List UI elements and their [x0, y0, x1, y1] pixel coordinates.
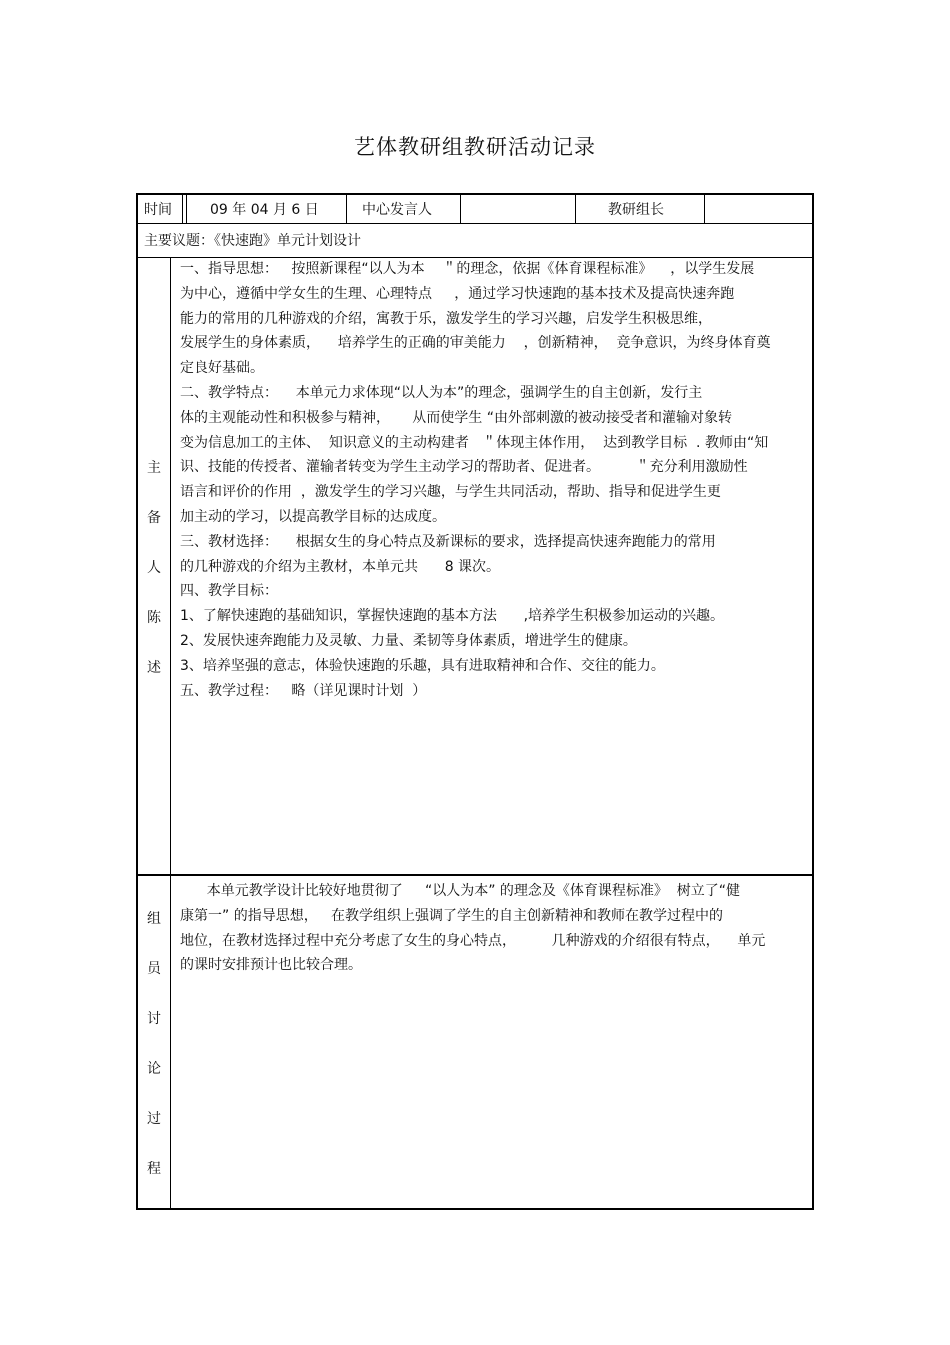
- main-label-char: 陈: [147, 610, 161, 626]
- text-line: 变为信息加工的主体、 知识意义的主动构建者 ＂体现主体作用， 达到教学目标 . 教师由“知: [180, 434, 769, 451]
- date-value: 09 年 04 月 6 日: [210, 202, 319, 218]
- text-line: 一、指导思想： 按照新课程“以人为本 ＂的理念，依据《体育课程标准》 ，以学生发展: [180, 261, 755, 277]
- text-line: 的几种游戏的介绍为主教材，本单元共 8 课次。: [180, 558, 501, 575]
- text-line: 语言和评价的作用 ，激发学生的学习兴趣，与学生共同活动，帮助、指导和促进学生更: [180, 484, 721, 501]
- discussion-label-char: 讨: [147, 1011, 161, 1027]
- text-line: 识、技能的传授者、灌输者转变为学生主动学习的帮助者、促进者。 ＂充分利用激励性: [180, 459, 748, 476]
- main-label-char: 备: [147, 510, 161, 526]
- text-line: 加主动的学习，以提高教学目标的达成度。: [180, 508, 446, 525]
- text-line: 本单元教学设计比较好地贯彻了 “以人为本” 的理念及《体育课程标准》 树立了“健: [180, 883, 741, 899]
- discussion-label-char: 组: [147, 911, 161, 927]
- leader-value[interactable]: [708, 199, 808, 219]
- record-table: [136, 193, 814, 1210]
- discussion-label-char: 过: [147, 1111, 161, 1127]
- speaker-label: 中心发言人: [362, 202, 432, 218]
- text-line: 四、教学目标：: [180, 583, 278, 600]
- main-section-text: [180, 257, 806, 703]
- text-line: 康第一” 的指导思想， 在教学组织上强调了学生的自主创新精神和教师在教学过程中的: [180, 907, 724, 924]
- time-label: 时间: [144, 202, 172, 218]
- leader-label: 教研组长: [608, 202, 664, 218]
- text-line: 二、教学特点： 本单元力求体现“以人为本”的理念，强调学生的自主创新，发行主: [180, 384, 703, 401]
- speaker-value[interactable]: [464, 199, 574, 219]
- discussion-section-label: [138, 908, 170, 1208]
- page-title: 艺体教研组教研活动记录: [354, 135, 596, 159]
- text-line: 能力的常用的几种游戏的介绍，寓教于乐，激发学生的学习兴趣，启发学生积极思维，: [180, 310, 712, 327]
- discussion-label-char: 论: [147, 1061, 161, 1077]
- topic-text: 主要议题：《快速跑》单元计划设计: [144, 233, 361, 249]
- main-section-label: [138, 457, 170, 707]
- text-line: 三、教材选择： 根据女生的身心特点及新课标的要求，选择提高快速奔跑能力的常用: [180, 533, 716, 550]
- main-label-char: 述: [147, 660, 161, 676]
- text-line: 为中心，遵循中学女生的生理、心理特点 ，通过学习快速跑的基本技术及提高快速奔跑: [180, 285, 735, 302]
- text-line: 的课时安排预计也比较合理。: [180, 957, 362, 974]
- text-line: 体的主观能动性和积极参与精神， 从而使学生 “由外部刺激的被动接受者和灌输对象转: [180, 409, 732, 426]
- main-label-char: 人: [147, 560, 161, 576]
- text-line: 1、了解快速跑的基础知识，掌握快速跑的基本方法 ,培养学生积极参加运动的兴趣。: [180, 608, 725, 625]
- text-line: 3、培养坚强的意志，体验快速跑的乐趣，具有进取精神和合作、交往的能力。: [180, 657, 665, 674]
- discussion-label-char: 程: [147, 1161, 161, 1177]
- text-line: 2、发展快速奔跑能力及灵敏、力量、柔韧等身体素质，增进学生的健康。: [180, 632, 637, 649]
- text-line: 五、教学过程： 略（详见课时计划 ）: [180, 682, 427, 699]
- discussion-section-text: [180, 879, 806, 978]
- text-line: 发展学生的身体素质， 培养学生的正确的审美能力 ，创新精神， 竞争意识，为终身体育奠: [180, 335, 771, 352]
- text-line: 地位，在教材选择过程中充分考虑了女生的身心特点， 几种游戏的介绍很有特点， 单元: [180, 932, 766, 949]
- text-line: 定良好基础。: [180, 360, 264, 377]
- discussion-label-char: 员: [147, 961, 161, 977]
- main-label-char: 主: [147, 460, 161, 476]
